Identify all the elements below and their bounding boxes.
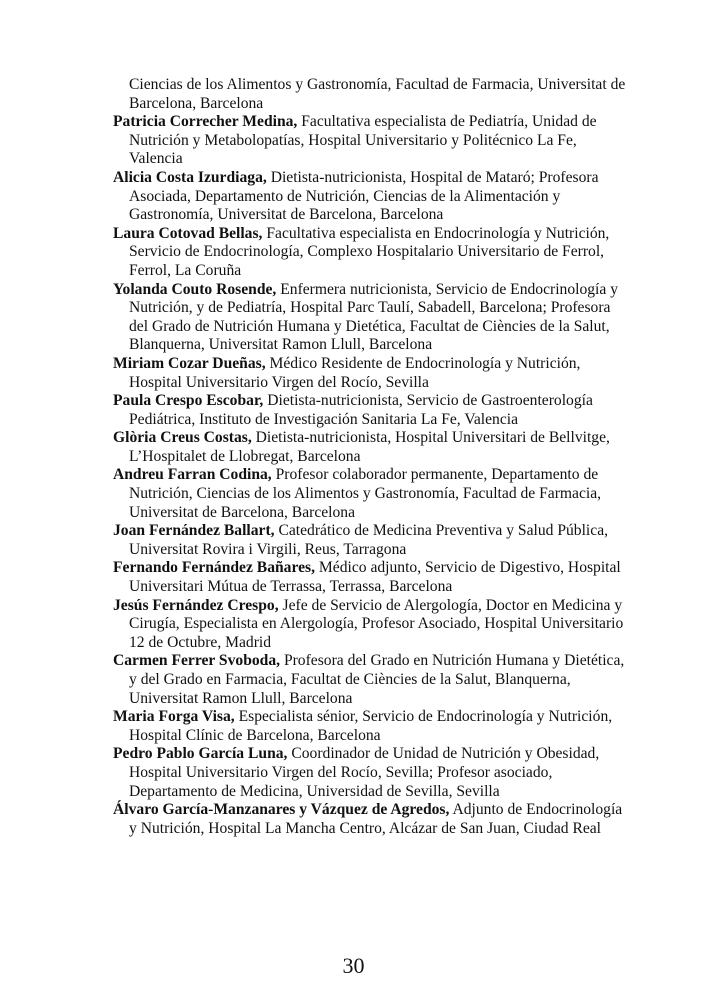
contributor-affiliation: Especialista sénior, Servicio de Endocrinología y Nutrición, Hospital Clínic de Barcelona, Barcelona: [129, 708, 613, 744]
list-item: [113, 559, 631, 596]
contributor-name: Andreu Farran Codina,: [113, 466, 272, 484]
contributor-name: Miriam Cozar Dueñas,: [113, 354, 266, 372]
list-item: [113, 522, 631, 559]
list-item: [113, 281, 631, 355]
contributor-affiliation: Catedrático de Medicina Preventiva y Salud Pública, Universitat Rovira i Virgili, Reus, Tarragona: [129, 522, 609, 558]
contributor-affiliation: Dietista-nutricionista, Hospital de Mataró; Profesora Asociada, Departamento de Nutrición, Ciencias de la Alimentación y Gastronomía, Universitat de Barcelona, Barcelona: [129, 168, 599, 224]
contributor-affiliation: Jefe de Servicio de Alergología, Doctor en Medicina y Cirugía, Especialista en Alergología, Profesor Asociado, Hospital Universitario 12 de Octubre, Madrid: [129, 596, 624, 651]
contributor-affiliation: Coordinador de Unidad de Nutrición y Obesidad, Hospital Universitario Virgen del Rocío, Sevilla; Profesor asociado, Departamento de Medicina, Universidad de Sevilla, Sevilla: [129, 745, 600, 800]
contributor-name: Carmen Ferrer Svoboda,: [113, 652, 281, 670]
list-item: [113, 225, 631, 281]
list-item: [113, 597, 631, 653]
contributor-name: Laura Cotovad Bellas,: [113, 224, 263, 242]
contributor-affiliation: Enfermera nutricionista, Servicio de Endocrinología y Nutrición, y de Pediatría, Hospital Parc Taulí, Sabadell, Barcelona; Profesora del Grado de Nutrición Humana y Dietética, Facultat de Ciències de la Salut, Blanquerna, Universitat Ramon Llull, Barcelona: [129, 280, 619, 354]
contributor-name: Maria Forga Visa,: [113, 708, 235, 726]
list-item: [113, 801, 631, 838]
contributor-affiliation: Médico Residente de Endocrinología y Nutrición, Hospital Universitario Virgen del Rocío, Sevilla: [129, 354, 581, 391]
list-item: [113, 708, 631, 745]
contributor-name: Patricia Correcher Medina,: [113, 113, 298, 131]
contributor-affiliation: Facultativa especialista de Pediatría, Unidad de Nutrición y Metabolopatías, Hospital Universitario y Politécnico La Fe, Valencia: [129, 113, 597, 168]
list-item: [113, 466, 631, 522]
list-item: [113, 113, 631, 169]
contributor-affiliation: Dietista-nutricionista, Servicio de Gastroenterología Pediátrica, Instituto de Investigación Sanitaria La Fe, Valencia: [129, 392, 593, 428]
list-item-continuation: Ciencias de los Alimentos y Gastronomía, Facultad de Farmacia, Universitat de Barcelona, Barcelona: [129, 76, 626, 112]
contributor-name: Jesús Fernández Crespo,: [113, 596, 279, 614]
contributor-affiliation: Adjunto de Endocrinología y Nutrición, Hospital La Mancha Centro, Alcázar de San Juan, Ciudad Real: [129, 801, 623, 837]
contributor-name: Joan Fernández Ballart,: [113, 522, 275, 540]
list-item: [113, 429, 631, 466]
list-item: [113, 355, 631, 392]
list-item: [113, 652, 631, 708]
contributor-affiliation: Profesor colaborador permanente, Departamento de Nutrición, Ciencias de los Alimentos y Gastronomía, Facultad de Farmacia, Universitat de Barcelona, Barcelona: [129, 466, 602, 521]
contributor-name: Alicia Costa Izurdiaga,: [113, 168, 267, 186]
list-item: [113, 169, 631, 225]
contributors-list: [113, 76, 631, 838]
contributor-affiliation: Profesora del Grado en Nutrición Humana y Dietética, y del Grado en Farmacia, Facultat de Ciències de la Salut, Blanquerna, Universitat Ramon Llull, Barcelona: [129, 652, 625, 707]
contributor-name: Pedro Pablo García Luna,: [113, 745, 288, 763]
contributor-affiliation: Médico adjunto, Servicio de Digestivo, Hospital Universitari Mútua de Terrassa, Terrassa, Barcelona: [129, 559, 621, 596]
contributor-affiliation: Facultativa especialista en Endocrinología y Nutrición, Servicio de Endocrinología, Complexo Hospitalario Universitario de Ferrol, Ferrol, La Coruña: [129, 224, 610, 279]
contributor-name: Paula Crespo Escobar,: [113, 392, 264, 410]
list-item: [113, 745, 631, 801]
contributor-name: Fernando Fernández Bañares,: [113, 559, 315, 577]
contributor-name: Álvaro García-Manzanares y Vázquez de Agredos,: [113, 801, 450, 819]
contributor-name: Glòria Creus Costas,: [113, 429, 252, 447]
page-number: 30: [342, 953, 365, 978]
list-item: [113, 392, 631, 429]
contributor-name: Yolanda Couto Rosende,: [113, 280, 277, 298]
contributor-affiliation: Dietista-nutricionista, Hospital Universitari de Bellvitge, L’Hospitalet de Llobregat, Barcelona: [129, 429, 610, 465]
